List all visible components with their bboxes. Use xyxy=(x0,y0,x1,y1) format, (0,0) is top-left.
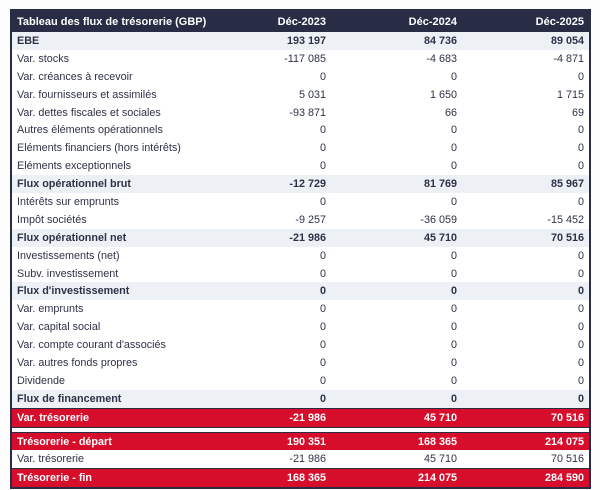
table-row xyxy=(12,390,589,408)
column-header-dec-2023: Déc-2023 xyxy=(277,15,326,28)
table-header xyxy=(12,11,589,32)
row-value: 0 xyxy=(319,124,326,137)
table-title: Tableau des flux de trésorerie (GBP) xyxy=(17,15,207,28)
row-value: 70 516 xyxy=(550,231,584,244)
row-value: -36 059 xyxy=(420,213,457,226)
table-row xyxy=(12,193,589,211)
row-value: -9 257 xyxy=(295,213,326,226)
row-label: Var. capital social xyxy=(17,321,101,334)
cashflow-table xyxy=(10,9,591,489)
row-value: 0 xyxy=(450,195,457,208)
table-row xyxy=(12,68,589,86)
table-row xyxy=(12,86,589,104)
row-value: 0 xyxy=(577,70,584,83)
row-value: 70 516 xyxy=(550,411,584,424)
row-value: 0 xyxy=(319,267,326,280)
row-value: -21 986 xyxy=(289,411,326,424)
row-value: -12 729 xyxy=(289,178,326,191)
row-label: Dividende xyxy=(17,374,66,387)
row-value: 0 xyxy=(319,356,326,369)
row-value: 70 516 xyxy=(550,453,584,466)
row-label: Subv. investissement xyxy=(17,267,119,280)
table-row xyxy=(12,318,589,336)
row-value: 0 xyxy=(577,339,584,352)
row-value: 0 xyxy=(450,285,457,298)
row-label: Trésorerie - fin xyxy=(17,472,93,485)
row-label: Autres éléments opérationnels xyxy=(17,124,163,137)
table-row xyxy=(12,157,589,175)
row-value: 0 xyxy=(450,374,457,387)
row-label: Impôt sociétés xyxy=(17,213,87,226)
row-label: Trésorerie - départ xyxy=(17,435,112,448)
row-value: 0 xyxy=(319,392,326,405)
table-row xyxy=(12,336,589,354)
row-value: 0 xyxy=(319,195,326,208)
row-label: Var. stocks xyxy=(17,52,70,65)
row-value: 0 xyxy=(319,374,326,387)
row-value: 193 197 xyxy=(286,34,326,47)
row-value: 0 xyxy=(450,356,457,369)
table-row xyxy=(12,468,589,487)
row-value: 0 xyxy=(577,124,584,137)
row-value: 0 xyxy=(319,249,326,262)
row-value: 0 xyxy=(319,303,326,316)
row-value: 0 xyxy=(577,303,584,316)
row-value: 0 xyxy=(577,249,584,262)
row-value: 84 736 xyxy=(423,34,457,47)
row-label: Var. fournisseurs et assimilés xyxy=(17,88,157,101)
column-header-dec-2025: Déc-2025 xyxy=(535,15,584,28)
table-row xyxy=(12,432,589,451)
row-value: 0 xyxy=(319,285,326,298)
row-value: 0 xyxy=(319,70,326,83)
row-label: Eléments financiers (hors intérêts) xyxy=(17,142,181,155)
row-value: 0 xyxy=(319,160,326,173)
row-value: 0 xyxy=(450,142,457,155)
row-value: 5 031 xyxy=(298,88,326,101)
table-row xyxy=(12,104,589,122)
row-value: 284 590 xyxy=(544,472,584,485)
row-label: Var. emprunts xyxy=(17,303,84,316)
row-value: -4 871 xyxy=(553,52,584,65)
row-value: 0 xyxy=(577,321,584,334)
column-header-dec-2024: Déc-2024 xyxy=(408,15,457,28)
row-value: 0 xyxy=(577,285,584,298)
row-value: 0 xyxy=(319,321,326,334)
row-value: -21 986 xyxy=(289,453,326,466)
row-label: Var. autres fonds propres xyxy=(17,356,138,369)
row-value: 1 650 xyxy=(429,88,457,101)
row-value: 168 365 xyxy=(286,472,326,485)
row-value: 0 xyxy=(450,124,457,137)
row-label: Var. trésorerie xyxy=(17,411,90,424)
row-value: 0 xyxy=(577,267,584,280)
row-label: Var. trésorerie xyxy=(17,453,85,466)
row-value: 0 xyxy=(577,142,584,155)
table-row xyxy=(12,50,589,68)
table-row xyxy=(12,229,589,247)
row-value: 190 351 xyxy=(286,435,326,448)
row-value: 0 xyxy=(319,339,326,352)
row-value: 0 xyxy=(450,249,457,262)
row-value: 0 xyxy=(450,267,457,280)
row-value: 168 365 xyxy=(417,435,457,448)
table-row xyxy=(12,450,589,468)
row-value: 85 967 xyxy=(550,178,584,191)
table-row xyxy=(12,265,589,283)
row-value: 0 xyxy=(577,374,584,387)
row-value: -4 683 xyxy=(426,52,457,65)
row-value: 69 xyxy=(571,106,584,119)
row-value: 214 075 xyxy=(544,435,584,448)
table-row xyxy=(12,282,589,300)
row-value: 0 xyxy=(577,195,584,208)
table-row xyxy=(12,121,589,139)
row-label: Eléments exceptionnels xyxy=(17,160,132,173)
row-value: 214 075 xyxy=(417,472,457,485)
table-row xyxy=(12,247,589,265)
row-value: 0 xyxy=(319,142,326,155)
row-value: 45 710 xyxy=(423,453,457,466)
row-label: Flux opérationnel net xyxy=(17,231,127,244)
row-value: -21 986 xyxy=(289,231,326,244)
row-value: 0 xyxy=(450,70,457,83)
table-row xyxy=(12,32,589,50)
row-value: -15 452 xyxy=(547,213,584,226)
row-value: 0 xyxy=(450,160,457,173)
row-value: 66 xyxy=(444,106,457,119)
row-label: Flux d'investissement xyxy=(17,285,130,298)
row-value: 81 769 xyxy=(423,178,457,191)
row-label: Intérêts sur emprunts xyxy=(17,195,120,208)
row-value: 89 054 xyxy=(550,34,584,47)
row-value: 0 xyxy=(450,321,457,334)
table-row xyxy=(12,139,589,157)
row-value: 45 710 xyxy=(423,231,457,244)
table-row xyxy=(12,175,589,193)
row-value: 0 xyxy=(450,339,457,352)
row-value: 1 715 xyxy=(556,88,584,101)
table-row xyxy=(12,211,589,229)
row-value: 0 xyxy=(577,392,584,405)
table-body xyxy=(12,32,589,487)
row-label: EBE xyxy=(17,34,40,47)
table-row xyxy=(12,354,589,372)
row-value: -93 871 xyxy=(289,106,326,119)
table-row xyxy=(12,408,589,428)
row-value: 0 xyxy=(577,160,584,173)
row-value: 0 xyxy=(450,392,457,405)
row-label: Flux opérationnel brut xyxy=(17,178,131,191)
table-row xyxy=(12,372,589,390)
row-label: Flux de financement xyxy=(17,392,122,405)
row-label: Var. créances à recevoir xyxy=(17,70,133,83)
row-label: Investissements (net) xyxy=(17,249,120,262)
table-row xyxy=(12,300,589,318)
row-value: 0 xyxy=(450,303,457,316)
row-value: 45 710 xyxy=(423,411,457,424)
row-label: Var. dettes fiscales et sociales xyxy=(17,106,161,119)
row-value: 0 xyxy=(577,356,584,369)
row-label: Var. compte courant d'associés xyxy=(17,339,166,352)
row-value: -117 085 xyxy=(284,52,326,65)
